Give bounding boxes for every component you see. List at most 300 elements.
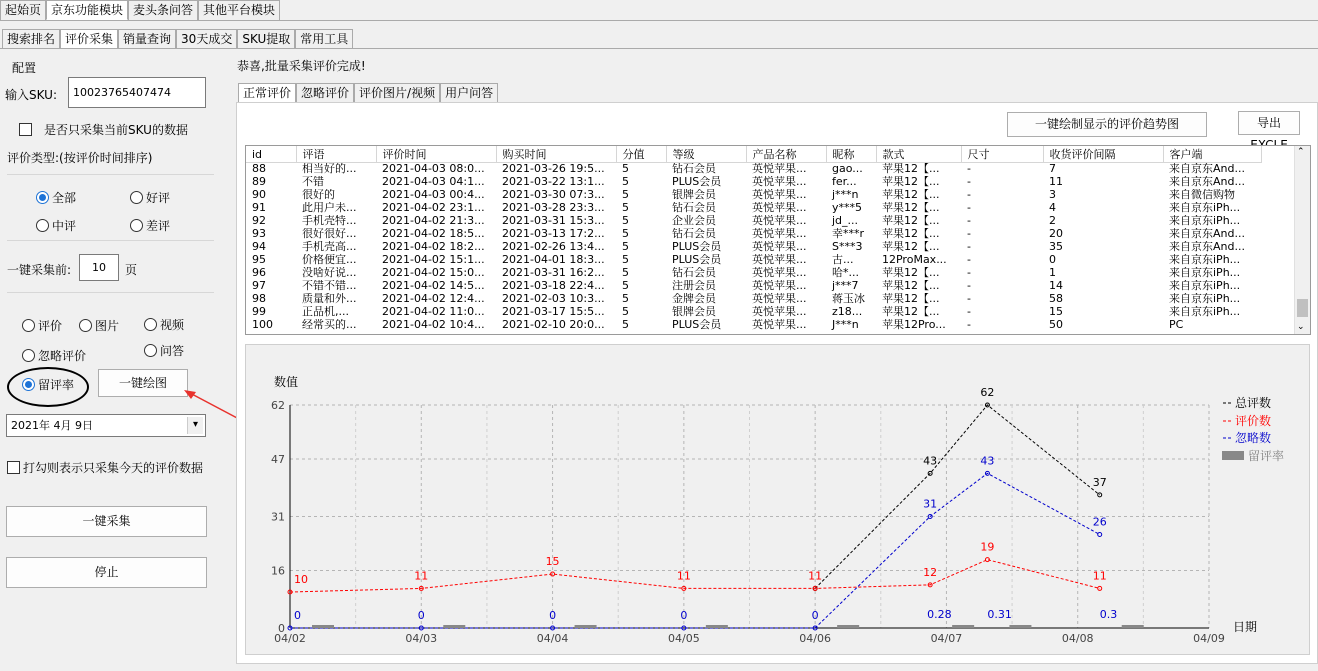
radio-review-label: 评价: [38, 319, 63, 333]
data-label-review: 12: [923, 565, 938, 579]
table-cell: 价格便宜...: [302, 253, 357, 266]
table-cell: z18...: [832, 305, 863, 318]
trend-chart-panel: [245, 344, 1310, 655]
table-cell: PLUS会员: [672, 175, 722, 188]
table-row[interactable]: [246, 293, 1261, 306]
radio-review[interactable]: [22, 317, 62, 334]
table-cell: 英悦苹果...: [752, 175, 807, 188]
data-label-ignored: 43: [980, 454, 995, 468]
legend-label: 评价数: [1235, 414, 1272, 428]
x-tick-label: 04/08: [1061, 632, 1094, 645]
status-message: 恭喜,批量采集评价完成!: [237, 59, 366, 73]
tab-normal-reviews[interactable]: 正常评价: [238, 83, 296, 103]
table-cell: 5: [622, 162, 629, 176]
table-cell: S***3: [832, 240, 863, 253]
table-cell: 来自京东iPh...: [1169, 214, 1241, 227]
table-row[interactable]: [246, 267, 1261, 280]
checkbox-box: [7, 461, 20, 474]
table-cell: 钻石会员: [672, 266, 716, 279]
table-cell: 2021-04-01 18:3...: [502, 253, 605, 266]
table-row[interactable]: [246, 241, 1261, 254]
table-cell: 2021-03-31 15:3...: [502, 214, 605, 227]
table-cell: 97: [252, 279, 266, 292]
table-cell: 50: [1049, 318, 1063, 331]
table-cell: 0: [1049, 253, 1056, 266]
table-cell: j***n: [832, 188, 859, 201]
tab-review-collect[interactable]: 评价采集: [60, 29, 118, 49]
table-row[interactable]: [246, 176, 1261, 189]
table-cell: 2021-03-13 17:2...: [502, 227, 605, 240]
radio-dot: [130, 191, 143, 204]
table-cell: 2021-04-02 12:4...: [382, 292, 485, 305]
divider: [7, 174, 214, 175]
table-cell: 2021-04-02 23:1...: [382, 201, 485, 214]
table-cell: 哈*...: [832, 266, 859, 279]
series-line-total: [815, 405, 1100, 588]
table-cell: 钻石会员: [672, 201, 716, 214]
table-cell: 100: [252, 318, 273, 331]
table-row[interactable]: [246, 319, 1261, 332]
table-cell: -: [967, 305, 971, 318]
data-label-total: 43: [923, 454, 938, 468]
table-cell: 不错: [302, 175, 324, 188]
result-tabbar: [238, 83, 498, 103]
table-row[interactable]: [246, 306, 1261, 319]
table-cell: 99: [252, 305, 266, 318]
data-label-review: 11: [808, 569, 823, 583]
table-cell: 企业会员: [672, 214, 716, 227]
y-tick-label: 0: [278, 622, 285, 635]
tabbar-divider: [0, 20, 1318, 21]
y-tick-label: 62: [271, 399, 285, 412]
data-label-ignored: 31: [923, 497, 938, 511]
table-cell: -: [967, 175, 971, 188]
table-cell: 来自京东iPh...: [1169, 201, 1241, 214]
table-cell: 7: [1049, 162, 1056, 176]
tab-sales-query[interactable]: 销量查询: [118, 29, 176, 49]
draw-trend-button[interactable]: 一键绘制显示的评价趋势图: [1007, 112, 1207, 137]
tab-30day-deals[interactable]: 30天成交: [176, 29, 237, 49]
table-cell: PLUS会员: [672, 253, 722, 266]
table-cell: 15: [1049, 305, 1063, 318]
table-cell: 5: [622, 240, 629, 253]
table-cell: 钻石会员: [672, 227, 716, 240]
tab-sku-extract[interactable]: SKU提取: [237, 29, 295, 49]
table-cell: 质量和外...: [302, 292, 357, 305]
scrollbar-thumb[interactable]: [1297, 299, 1308, 317]
radio-image[interactable]: [79, 317, 119, 334]
table-row[interactable]: [246, 215, 1261, 228]
y-axis-title: 数值: [274, 375, 299, 389]
data-label-total: 37: [1092, 475, 1107, 489]
table-scrollbar[interactable]: [1294, 146, 1310, 334]
table-cell: 2021-04-03 04:1...: [382, 175, 485, 188]
table-cell: 苹果12【...: [882, 292, 940, 305]
table-cell: 苹果12【...: [882, 175, 940, 188]
table-cell: 英悦苹果...: [752, 188, 807, 201]
table-cell: 2021-04-02 18:5...: [382, 227, 485, 240]
table-cell: 2021-03-30 07:3...: [502, 188, 605, 201]
table-cell: 20: [1049, 227, 1063, 240]
table-cell: 2021-04-02 14:5...: [382, 279, 485, 292]
radio-dot: [144, 318, 157, 331]
table-cell: -: [967, 266, 971, 279]
radio-dot: [79, 319, 92, 332]
scroll-down-icon[interactable]: ⌄: [1297, 322, 1305, 332]
table-cell: 很好的: [302, 188, 335, 201]
data-label-ignored: 0: [680, 609, 688, 622]
radio-dot: [36, 191, 49, 204]
y-tick-label: 31: [271, 510, 285, 524]
table-cell: 来自京东iPh...: [1169, 292, 1241, 305]
table-cell: 5: [622, 266, 629, 279]
table-cell: 3: [1049, 188, 1056, 201]
date-value: 2021年 4月 9日: [11, 419, 93, 432]
data-label-review: 19: [980, 540, 995, 554]
table-cell: 2021-04-02 21:3...: [382, 214, 485, 227]
data-label-total: 62: [980, 386, 995, 399]
table-cell: 没啥好说...: [302, 266, 357, 279]
data-label-rate: 0.3: [1099, 608, 1118, 621]
table-cell: -: [967, 227, 971, 240]
table-cell: 5: [622, 188, 629, 201]
table-cell: j***7: [832, 279, 859, 292]
divider: [7, 292, 214, 293]
radio-dot: [36, 219, 49, 232]
table-cell: 5: [622, 305, 629, 318]
table-cell: 苹果12【...: [882, 201, 940, 214]
collect-button[interactable]: 一键采集: [6, 506, 207, 537]
rate-bar: [312, 625, 334, 628]
review-type-label: 评价类型:(按评价时间排序): [7, 151, 153, 165]
table-cell: 古...: [832, 253, 854, 266]
table-cell: 苹果12【...: [882, 214, 940, 227]
table-cell: 金牌会员: [672, 292, 716, 305]
table-cell: 92: [252, 214, 266, 227]
table-cell: 2021-03-26 19:5...: [502, 162, 605, 176]
data-label-rate: 0.28: [927, 608, 952, 621]
table-cell: 58: [1049, 292, 1063, 305]
table-cell: 2021-04-02 15:1...: [382, 253, 485, 266]
tab-user-qa[interactable]: 用户问答: [440, 83, 498, 103]
scroll-up-icon[interactable]: ⌃: [1297, 147, 1305, 157]
table-cell: 2021-02-10 20:0...: [502, 318, 605, 331]
rate-bar: [952, 625, 974, 628]
x-tick-label: 04/07: [930, 632, 963, 645]
data-label-ignored: 0: [417, 609, 425, 622]
table-cell: 2021-02-26 13:4...: [502, 240, 605, 253]
today-only-checkbox[interactable]: [7, 459, 203, 476]
table-cell: 苹果12【...: [882, 305, 940, 318]
table-cell: -: [967, 240, 971, 253]
table-cell: PLUS会员: [672, 318, 722, 331]
data-label-ignored: 0: [549, 609, 557, 622]
table-cell: 银牌会员: [672, 305, 716, 318]
column-header[interactable]: 产品名称: [746, 146, 826, 163]
table-cell: 正品机,...: [302, 305, 349, 318]
table-cell: 14: [1049, 279, 1063, 292]
table-cell: 5: [622, 214, 629, 227]
trend-chart: [246, 345, 1309, 654]
table-cell: 英悦苹果...: [752, 201, 807, 214]
column-header[interactable]: 购买时间: [496, 146, 616, 163]
radio-all-label: 全部: [52, 191, 77, 205]
table-cell: 5: [622, 227, 629, 240]
table-cell: 5: [622, 279, 629, 292]
radio-video[interactable]: [144, 316, 184, 333]
table-cell: 银牌会员: [672, 188, 716, 201]
only-current-sku-label: 是否只采集当前SKU的数据: [44, 123, 188, 137]
radio-good-label: 好评: [146, 191, 171, 205]
table-cell: PC: [1169, 318, 1184, 331]
tab-jd-module[interactable]: 京东功能模块: [46, 0, 128, 20]
table-cell: -: [967, 253, 971, 266]
rate-bar: [575, 625, 597, 628]
table-row[interactable]: [246, 280, 1261, 293]
table-cell: 注册会员: [672, 279, 716, 292]
table-cell: 英悦苹果...: [752, 240, 807, 253]
radio-image-label: 图片: [95, 319, 120, 333]
table-cell: -: [967, 162, 971, 176]
table-cell: -: [967, 279, 971, 292]
table-cell: 苹果12Pro...: [882, 318, 946, 331]
data-label-ignored: 0: [811, 609, 819, 622]
tab-toutiao-qa[interactable]: 麦头条问答: [128, 0, 198, 20]
stop-button[interactable]: 停止: [6, 557, 207, 588]
table-row[interactable]: [246, 163, 1261, 176]
table-cell: 钻石会员: [672, 162, 716, 176]
radio-dot: [130, 219, 143, 232]
table-cell: 2: [1049, 214, 1056, 227]
table-cell: 5: [622, 318, 629, 331]
table-cell: 此用户未...: [302, 201, 357, 214]
table-cell: 英悦苹果...: [752, 227, 807, 240]
table-cell: 英悦苹果...: [752, 214, 807, 227]
draw-chart-button[interactable]: 一键绘图: [98, 369, 188, 397]
table-cell: 英悦苹果...: [752, 305, 807, 318]
table-cell: 11: [1049, 175, 1063, 188]
table-cell: 相当好的...: [302, 162, 357, 176]
legend-label: 忽略数: [1235, 431, 1272, 445]
radio-bad[interactable]: [130, 217, 170, 234]
x-tick-label: 04/05: [668, 632, 700, 645]
data-label-ignored: 0: [294, 609, 301, 622]
table-cell: 94: [252, 240, 266, 253]
table-cell: -: [967, 188, 971, 201]
sku-input[interactable]: 10023765407474: [68, 77, 206, 108]
table-cell: -: [967, 214, 971, 227]
table-cell: 英悦苹果...: [752, 253, 807, 266]
table-cell: 2021-03-31 16:2...: [502, 266, 605, 279]
table-row[interactable]: [246, 254, 1261, 267]
today-only-label: 打勾则表示只采集今天的评价数据: [23, 461, 204, 475]
radio-mid-label: 中评: [52, 219, 77, 233]
radio-qa-label: 问答: [160, 344, 185, 358]
radio-dot: [144, 344, 157, 357]
data-point-ignored: [1098, 532, 1102, 536]
table-cell: jd_...: [832, 214, 859, 227]
reviews-table[interactable]: [245, 145, 1311, 335]
series-line-ignored: [290, 473, 1100, 628]
data-label-review: 11: [1092, 569, 1107, 583]
tab-other-platform[interactable]: 其他平台模块: [198, 0, 280, 20]
column-header[interactable]: 款式: [876, 146, 961, 163]
data-label-review: 11: [676, 569, 691, 583]
tab-tools[interactable]: 常用工具: [295, 29, 353, 49]
table-cell: 5: [622, 292, 629, 305]
column-header[interactable]: 尺寸: [961, 146, 1043, 163]
table-cell: -: [967, 201, 971, 214]
table-cell: 2021-04-02 18:2...: [382, 240, 485, 253]
x-tick-label: 04/02: [274, 632, 306, 645]
data-label-review: 15: [545, 555, 560, 569]
tab-ignored-reviews[interactable]: 忽略评价: [296, 83, 354, 103]
pages-unit: 页: [125, 263, 138, 277]
data-label-ignored: 26: [1092, 515, 1107, 529]
column-header[interactable]: 分值: [616, 146, 666, 163]
series-line-review: [290, 560, 1100, 592]
radio-video-label: 视频: [160, 318, 185, 332]
table-cell: PLUS会员: [672, 240, 722, 253]
divider: [7, 240, 214, 241]
checkbox-box: [19, 123, 32, 136]
table-cell: 来自微信购物: [1169, 188, 1235, 201]
table-cell: fer...: [832, 175, 857, 188]
table-cell: 5: [622, 253, 629, 266]
radio-mid[interactable]: [36, 217, 76, 234]
radio-dot: [22, 378, 35, 391]
table-cell: 93: [252, 227, 266, 240]
table-cell: 2021-02-03 10:3...: [502, 292, 605, 305]
table-cell: 1: [1049, 266, 1056, 279]
table-cell: 2021-04-02 11:0...: [382, 305, 485, 318]
legend-label: 总评数: [1235, 396, 1272, 410]
column-header[interactable]: 等级: [666, 146, 746, 163]
rate-bar: [706, 625, 728, 628]
sku-label: 输入SKU:: [5, 88, 57, 102]
radio-good[interactable]: [130, 189, 170, 206]
data-label-rate: 0.31: [987, 608, 1012, 621]
radio-rate[interactable]: [22, 376, 74, 393]
table-cell: 幸***r: [832, 227, 865, 240]
radio-qa[interactable]: [144, 342, 184, 359]
function-tabbar: [2, 29, 353, 49]
table-cell: 苹果12【...: [882, 162, 940, 176]
table-cell: 来自京东And...: [1169, 162, 1245, 176]
rate-bar: [837, 625, 859, 628]
func-tab-divider: [0, 48, 1318, 49]
radio-rate-label: 留评率: [38, 378, 75, 392]
column-header[interactable]: 评价时间: [376, 146, 496, 163]
radio-dot: [22, 349, 35, 362]
radio-ignored-label: 忽略评价: [38, 349, 87, 363]
y-tick-label: 47: [271, 452, 285, 466]
table-cell: 英悦苹果...: [752, 266, 807, 279]
table-cell: 98: [252, 292, 266, 305]
table-cell: 不错不错...: [302, 279, 357, 292]
table-cell: 2021-04-03 00:4...: [382, 188, 485, 201]
table-row[interactable]: [246, 189, 1261, 202]
table-cell: 2021-03-17 15:5...: [502, 305, 605, 318]
pages-input[interactable]: 10: [79, 254, 119, 281]
radio-dot: [22, 319, 35, 332]
table-cell: 苹果12【...: [882, 266, 940, 279]
table-cell: 很好很好...: [302, 227, 357, 240]
pages-label: 一键采集前:: [7, 263, 72, 277]
table-cell: 苹果12【...: [882, 188, 940, 201]
table-cell: 来自京东iPh...: [1169, 253, 1241, 266]
data-point-review: [1098, 586, 1102, 590]
legend-label: 留评率: [1248, 449, 1285, 463]
rate-bar: [1122, 625, 1144, 628]
radio-ignored[interactable]: [22, 347, 86, 364]
radio-all[interactable]: [36, 189, 76, 206]
export-excel-button[interactable]: 导出: [1238, 111, 1300, 135]
table-cell: -: [967, 318, 971, 331]
table-cell: 手机壳特...: [302, 214, 357, 227]
config-group-label: 配置: [12, 61, 37, 75]
only-current-sku-checkbox[interactable]: [19, 121, 188, 138]
table-cell: 95: [252, 253, 266, 266]
table-cell: 2021-04-02 10:4...: [382, 318, 485, 331]
table-cell: 12ProMax...: [882, 253, 947, 266]
legend-swatch: [1222, 451, 1244, 460]
table-cell: gao...: [832, 162, 863, 176]
rate-bar: [443, 625, 465, 628]
chevron-down-icon[interactable]: ▾: [187, 417, 203, 434]
column-header[interactable]: 客户端: [1163, 146, 1261, 163]
tab-review-media[interactable]: 评价图片/视频: [354, 83, 440, 103]
tab-start[interactable]: 起始页: [0, 0, 46, 20]
x-tick-label: 04/06: [799, 632, 831, 645]
table-cell: 英悦苹果...: [752, 318, 807, 331]
table-cell: 2021-03-22 13:1...: [502, 175, 605, 188]
data-label-review: 10: [294, 573, 308, 587]
table-cell: 96: [252, 266, 266, 279]
table-cell: 88: [252, 162, 266, 176]
table-cell: 2021-04-03 08:0...: [382, 162, 485, 176]
table-cell: 来自京东iPh...: [1169, 305, 1241, 318]
table-cell: 5: [622, 175, 629, 188]
table-cell: 来自京东And...: [1169, 240, 1245, 253]
table-cell: 苹果12【...: [882, 240, 940, 253]
date-picker[interactable]: [6, 414, 206, 437]
column-header[interactable]: 收货评价间隔: [1043, 146, 1163, 163]
rate-bar: [1009, 625, 1031, 628]
column-header[interactable]: 评语: [296, 146, 376, 163]
table-cell: J***n: [832, 318, 859, 331]
table-cell: 来自京东And...: [1169, 227, 1245, 240]
tab-search-rank[interactable]: 搜索排名: [2, 29, 60, 49]
table-cell: y***5: [832, 201, 863, 214]
table-cell: 苹果12【...: [882, 279, 940, 292]
table-cell: 蒋玉冰: [832, 292, 865, 305]
column-header[interactable]: 昵称: [826, 146, 876, 163]
table-cell: 来自京东iPh...: [1169, 279, 1241, 292]
table-cell: -: [967, 292, 971, 305]
table-row[interactable]: [246, 228, 1261, 241]
table-cell: 5: [622, 201, 629, 214]
table-cell: 91: [252, 201, 266, 214]
x-tick-label: 04/04: [536, 632, 569, 645]
table-row[interactable]: [246, 202, 1261, 215]
column-header[interactable]: id: [246, 146, 296, 163]
data-label-review: 11: [414, 569, 429, 583]
table-cell: 经常买的...: [302, 318, 357, 331]
radio-bad-label: 差评: [146, 219, 171, 233]
x-tick-label: 04/09: [1193, 632, 1225, 645]
table-cell: 2021-04-02 15:0...: [382, 266, 485, 279]
